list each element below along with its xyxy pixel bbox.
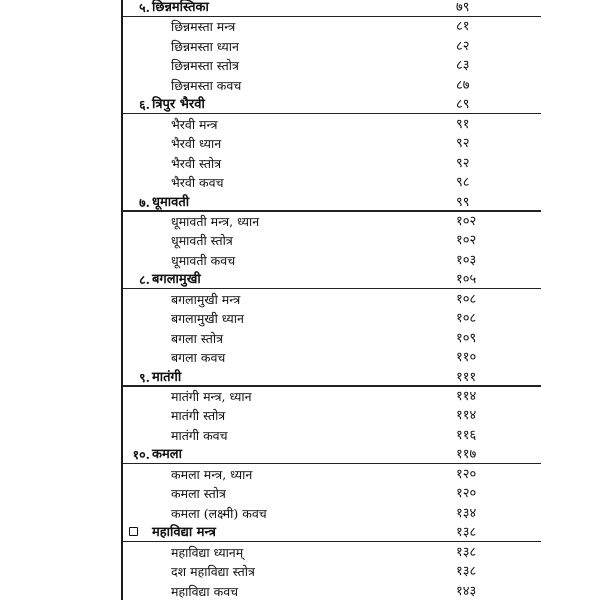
toc-page-number: १०९ xyxy=(456,330,477,346)
toc-item-row xyxy=(0,406,600,425)
toc-page-number: १०८ xyxy=(456,291,477,307)
toc-page-number: १३४ xyxy=(456,505,477,521)
toc-section-number: ८. xyxy=(139,272,150,288)
toc-item-row xyxy=(0,56,600,75)
toc-item-row xyxy=(0,543,600,562)
toc-section-title: धूमावती xyxy=(152,194,190,210)
toc-item-row xyxy=(0,329,600,348)
toc-item-row xyxy=(0,387,600,406)
toc-section-row xyxy=(0,95,600,114)
toc-item-row xyxy=(0,426,600,445)
toc-item-row xyxy=(0,76,600,95)
checkbox-bullet-icon xyxy=(129,527,138,536)
toc-item-row xyxy=(0,582,600,601)
toc-item-title: भैरवी ध्यान xyxy=(171,136,222,152)
toc-page-number: १२० xyxy=(456,466,477,482)
toc-page-number: ८७ xyxy=(456,77,470,93)
toc-item-row xyxy=(0,173,600,192)
toc-section-row xyxy=(0,445,600,464)
toc-item-title: दश महाविद्या स्तोत्र xyxy=(171,564,255,580)
toc-item-row xyxy=(0,484,600,503)
toc-item-title: भैरवी कवच xyxy=(171,175,224,191)
toc-page-number: ९१ xyxy=(456,116,470,132)
toc-section-title: बगलामुखी xyxy=(152,272,201,288)
toc-section-number: १०. xyxy=(132,447,150,463)
toc-section-title: महाविद्या मन्त्र xyxy=(152,525,216,541)
toc-page-number: ८२ xyxy=(456,38,470,54)
toc-page-number: ११४ xyxy=(456,389,477,404)
toc-page-number: ९२ xyxy=(456,155,470,171)
toc-item-row xyxy=(0,290,600,309)
toc-page-number: १३८ xyxy=(456,564,477,580)
toc-page-number: १०८ xyxy=(456,311,477,327)
toc-item-title: बगला कवच xyxy=(171,350,226,366)
toc-section-row xyxy=(0,270,600,289)
toc-item-title: मातंगी मन्त्र, ध्यान xyxy=(171,389,252,404)
toc-page-number: १११ xyxy=(456,369,477,385)
toc-section-number: ९. xyxy=(139,369,150,385)
toc-item-title: महाविद्या कवच xyxy=(171,583,239,599)
toc-item-title: बगलामुखी मन्त्र xyxy=(171,291,241,307)
toc-page-number: ९२ xyxy=(456,136,470,152)
toc-section-title: त्रिपुर भैरवी xyxy=(152,97,205,113)
toc-item-row xyxy=(0,504,600,523)
toc-item-title: कमला स्तोत्र xyxy=(171,486,226,502)
toc-page-number: ११७ xyxy=(456,447,477,463)
toc-item-row xyxy=(0,154,600,173)
toc-item-title: छिन्नमस्ता ध्यान xyxy=(171,38,239,54)
toc-item-title: भैरवी मन्त्र xyxy=(171,116,218,132)
toc-item-row xyxy=(0,17,600,36)
toc-item-title: धूमावती मन्त्र, ध्यान xyxy=(171,213,260,229)
toc-page-number: ११६ xyxy=(456,427,477,443)
toc-section-row xyxy=(0,368,600,387)
toc-item-title: बगलामुखी ध्यान xyxy=(171,311,244,327)
toc-section-number: ५. xyxy=(139,0,150,15)
toc-page-number: १३८ xyxy=(456,544,477,560)
toc-item-title: भैरवी स्तोत्र xyxy=(171,155,222,171)
toc-item-title: छिन्नमस्ता स्तोत्र xyxy=(171,58,239,74)
toc-page-number: ११४ xyxy=(456,408,477,424)
toc-page-number: १०५ xyxy=(456,272,477,288)
toc-section-row xyxy=(0,523,600,542)
toc-item-row xyxy=(0,562,600,581)
toc-item-title: छिन्नमस्ता मन्त्र xyxy=(171,19,236,35)
toc-item-row xyxy=(0,37,600,56)
toc-item-title: धूमावती कवच xyxy=(171,252,236,268)
toc-item-title: महाविद्या ध्यानम् xyxy=(171,544,244,560)
toc-section-title: मातंगी xyxy=(152,369,182,385)
toc-item-title: कमला (लक्ष्मी) कवच xyxy=(171,505,267,521)
toc-page-number: १३८ xyxy=(456,525,477,541)
toc-page-number: १०२ xyxy=(456,213,477,229)
toc-section-title: कमला xyxy=(152,447,182,463)
toc-item-row xyxy=(0,348,600,367)
toc-item-row xyxy=(0,212,600,231)
toc-item-row xyxy=(0,309,600,328)
toc-page-number: १२० xyxy=(456,486,477,502)
toc-page-number: १४३ xyxy=(456,583,477,599)
toc-page-number: १०३ xyxy=(456,252,477,268)
toc-section-row xyxy=(0,193,600,212)
toc-section-row xyxy=(0,0,600,17)
toc-item-title: बगला स्तोत्र xyxy=(171,330,223,346)
toc-page-number: ९८ xyxy=(456,175,470,191)
toc-section-number: ६. xyxy=(139,97,150,113)
toc-page-number: १०२ xyxy=(456,233,477,249)
toc-item-row xyxy=(0,115,600,134)
toc-item-title: धूमावती स्तोत्र xyxy=(171,233,233,249)
toc-page-number: ७९ xyxy=(456,0,470,15)
toc-item-row xyxy=(0,465,600,484)
toc-item-title: कमला मन्त्र, ध्यान xyxy=(171,466,253,482)
toc-section-number: ७. xyxy=(139,194,150,210)
toc-item-row xyxy=(0,231,600,250)
toc-item-title: छिन्नमस्ता कवच xyxy=(171,77,242,93)
toc-page-number: ८३ xyxy=(456,58,470,74)
toc-page-number: ११० xyxy=(456,350,477,366)
toc-section-title: छिन्नमस्तिका xyxy=(152,0,209,15)
toc-item-title: मातंगी कवच xyxy=(171,427,228,443)
toc-page-number: ८१ xyxy=(456,19,470,35)
toc-item-title: मातंगी स्तोत्र xyxy=(171,408,226,424)
toc-page-number: ९९ xyxy=(456,194,470,210)
toc-page-number: ८९ xyxy=(456,97,470,113)
toc-item-row xyxy=(0,134,600,153)
toc-item-row xyxy=(0,251,600,270)
